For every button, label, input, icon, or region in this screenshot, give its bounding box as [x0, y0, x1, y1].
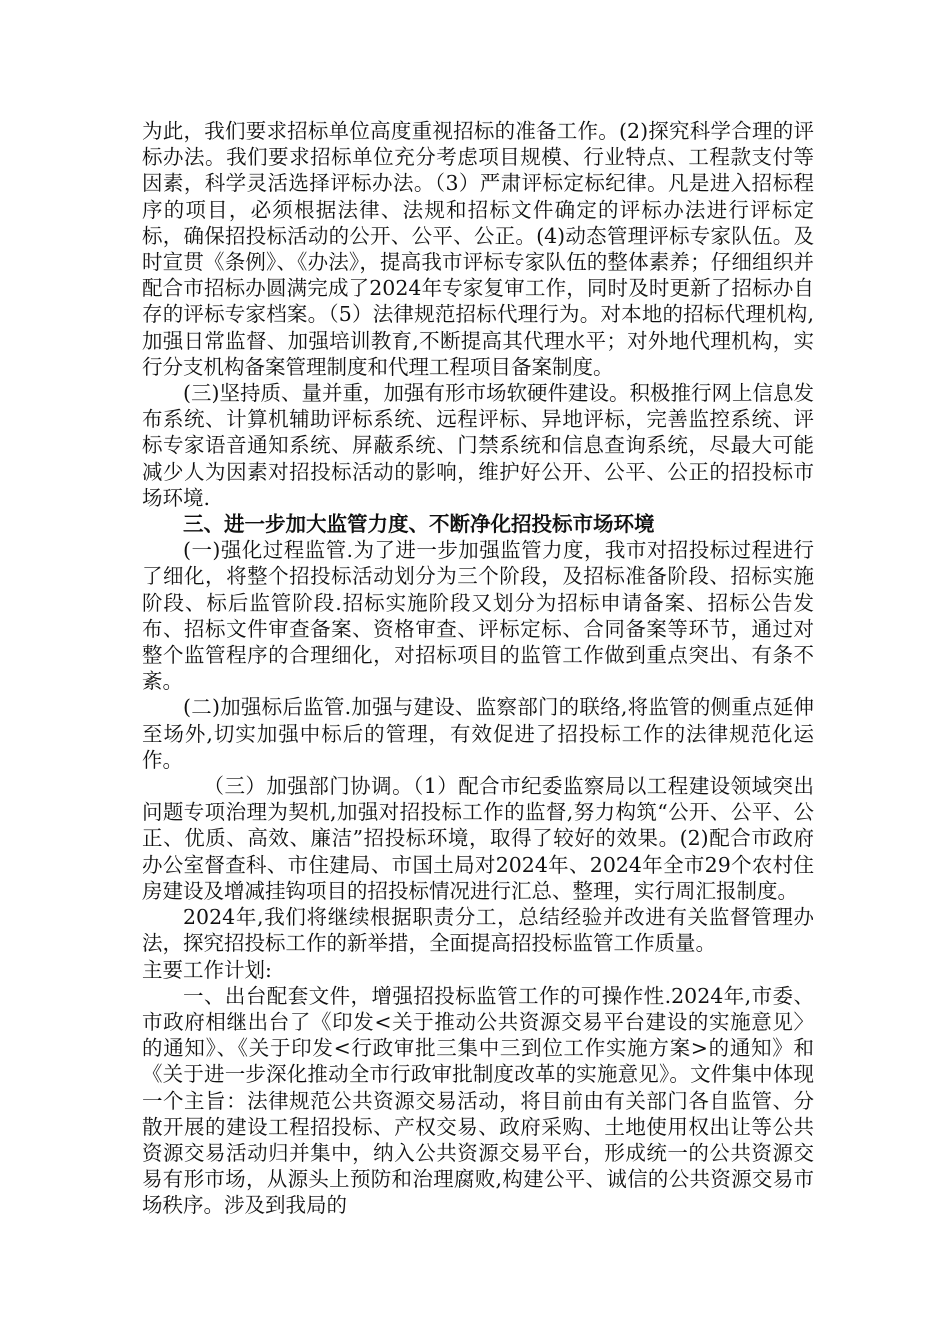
document-body	[142, 118, 814, 1219]
paragraph-next-year: 2024年,我们将继续根据职责分工，总结经验并改进有关监督管理办法，探究招投标工作的新举措，全面提高招投标监管工作质量。	[142, 905, 814, 956]
paragraph-bid-evaluation: 为此，我们要求招标单位高度重视招标的准备工作。(2)探究科学合理的评标办法。我们要求招标单位充分考虑项目规模、行业特点、工程款支付等因素，科学灵活选择评标办法。（3）严肃评标定标纪律。凡是进入招标程序的项目，必须根据法律、法规和招标文件确定的评标办法进行评标定标，确保招投标活动的公开、公平、公正。(4)动态管理评标专家队伍。及时宣贯《条例》、《办法》，提高我市评标专家队伍的整体素养；仔细组织并配合市招标办圆满完成了2024年专家复审工作，同时及时更新了招标办自存的评标专家档案。（5）法律规范招标代理行为。对本地的招标代理机构,加强日常监督、加强培训教育,不断提高其代理水平；对外地代理机构，实行分支机构备案管理制度和代理工程项目备案制度。	[142, 119, 814, 379]
paragraph-department-coordination: （三）加强部门协调。（1）配合市纪委监察局以工程建设领域突出问题专项治理为契机,加强对招投标工作的监督,努力构筑“公开、公平、公正、优质、高效、廉洁”招投标环境，取得了较好的效果。(2)配合市政府办公室督查科、市住建局、市国土局对2024年、2024年全市29个农村住房建设及增减挂钩项目的招投标情况进行汇总、整理，实行周汇报制度。	[142, 774, 814, 903]
paragraph-work-plan-label: 主要工作计划:	[142, 957, 272, 982]
paragraph-post-bid-supervision: (二)加强标后监管.加强与建设、监察部门的联络,将监管的侧重点延伸至场外,切实加强中标后的管理，有效促进了招投标工作的法律规范化运作。	[142, 695, 814, 772]
paragraph-plan-item-one: 一、出台配套文件，增强招投标监管工作的可操作性.2024年,市委、市政府相继出台了《印发<关于推动公共资源交易平台建设的实施意见〉的通知》、《关于印发<行政审批三集中三到位工作实施方案>的通知》和《关于进一步深化推动全市行政审批制度改革的实施意见》。文件集中体现一个主旨：法律规范公共资源交易活动，将目前由有关部门各自监管、分散开展的建设工程招投标、产权交易、政府采购、土地使用权出让等公共资源交易活动归并集中，纳入公共资源交易平台，形成统一的公共资源交易有形市场，从源头上预防和治理腐败,构建公平、诚信的公共资源交易市场秩序。涉及到我局的	[142, 983, 814, 1218]
paragraph-market-construction: (三)坚持质、量并重，加强有形市场软硬件建设。积极推行网上信息发布系统、计算机辅助评标系统、远程评标、异地评标，完善监控系统、评标专家语音通知系统、屏蔽系统、门禁系统和信息查询系统，尽最大可能减少人为因素对招投标活动的影响，维护好公开、公平、公正的招投标市场环境.	[142, 381, 814, 510]
paragraph-process-supervision: (一)强化过程监管.为了进一步加强监管力度，我市对招投标过程进行了细化，将整个招投标活动划分为三个阶段，及招标准备阶段、招标实施阶段、标后监管阶段.招标实施阶段又划分为招标申请备案、招标公告发布、招标文件审查备案、资格审查、评标定标、合同备案等环节，通过对整个监管程序的合理细化，对招标项目的监管工作做到重点突出、有条不紊。	[142, 538, 814, 694]
section-heading-supervision: 三、进一步加大监管力度、不断净化招投标市场环境	[183, 512, 655, 537]
